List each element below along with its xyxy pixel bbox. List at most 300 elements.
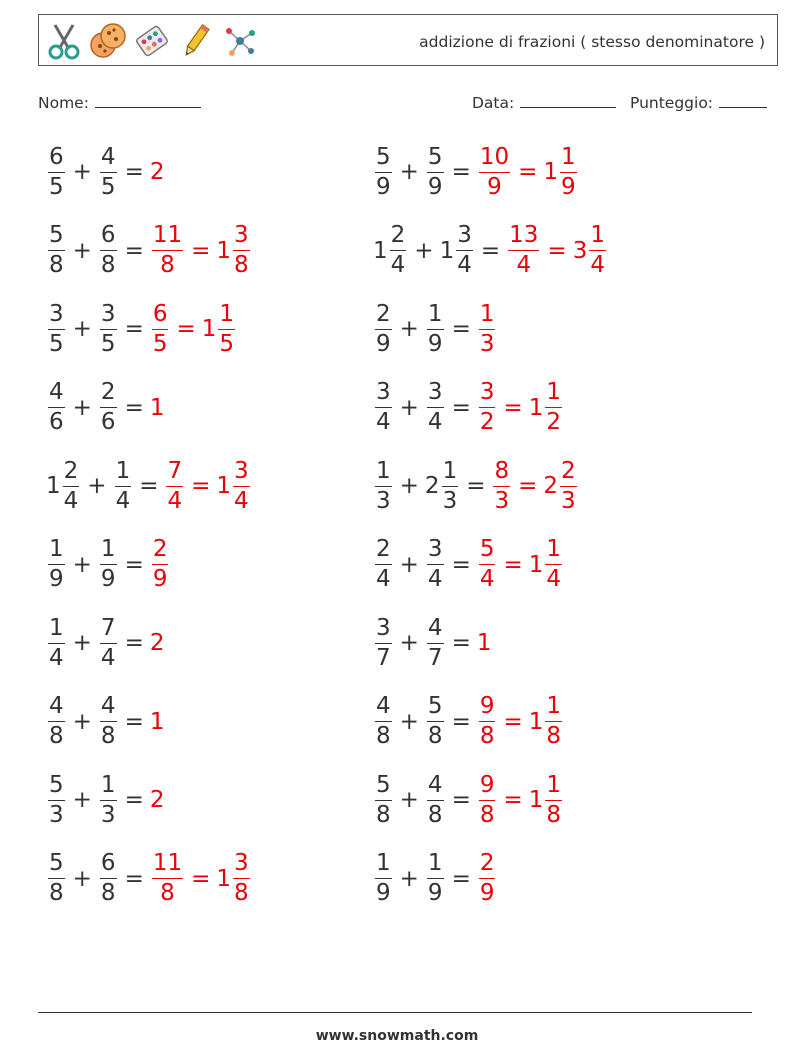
fraction (427, 381, 444, 434)
plus-sign: + (72, 551, 92, 578)
equals-sign: = (480, 237, 501, 264)
fraction (479, 538, 496, 591)
answer (150, 630, 165, 656)
problem-item (46, 770, 164, 830)
numerator: 3 (427, 379, 443, 405)
denominator: 8 (49, 252, 64, 278)
denominator: 8 (100, 723, 116, 749)
numerator: 2 (376, 536, 391, 562)
problem-item (46, 535, 170, 595)
numerator: 1 (546, 693, 562, 719)
answer-term (477, 538, 498, 591)
fraction (375, 852, 392, 905)
fraction (63, 457, 80, 514)
fraction (100, 771, 117, 828)
numerator: 3 (234, 222, 249, 248)
fraction (560, 143, 577, 200)
answer (150, 538, 171, 591)
answer (150, 852, 252, 905)
equals-sign: = (191, 473, 211, 499)
answer-term (150, 538, 171, 591)
denominator: 9 (100, 566, 116, 592)
whole-number: 1 (476, 630, 492, 656)
fraction (545, 695, 562, 748)
equals-sign: = (466, 473, 486, 499)
denominator: 4 (546, 566, 562, 592)
numerator: 1 (427, 850, 443, 876)
fraction (545, 538, 562, 591)
answer-term (477, 630, 492, 656)
addend-2 (113, 457, 134, 514)
fraction (48, 143, 65, 200)
fraction (100, 143, 117, 200)
denominator: 8 (376, 801, 391, 828)
fraction (48, 614, 65, 671)
plus-sign: + (399, 551, 419, 578)
fraction (48, 300, 65, 357)
numerator: 1 (100, 536, 116, 562)
plus-sign: + (399, 787, 419, 813)
addend-2 (440, 224, 475, 277)
answer-term (164, 457, 185, 514)
denominator: 7 (376, 644, 391, 671)
cookie-icon (89, 21, 127, 61)
plus-sign: + (399, 473, 419, 499)
answer-term (477, 300, 498, 357)
plus-sign: + (399, 708, 419, 735)
fraction (48, 695, 65, 748)
numerator: 4 (427, 771, 443, 798)
numerator: 6 (100, 222, 116, 248)
problem-item (46, 692, 164, 752)
answer (477, 852, 498, 905)
answer-term (201, 300, 237, 357)
equals-sign: = (547, 237, 567, 264)
whole-number: 1 (216, 237, 232, 264)
equals-sign: = (124, 551, 144, 578)
pencil-icon (177, 21, 215, 61)
denominator: 3 (494, 487, 510, 514)
addend-1 (46, 300, 67, 357)
plus-sign: + (72, 394, 92, 421)
plus-sign: + (72, 787, 92, 813)
numerator: 1 (427, 300, 443, 327)
whole-number: 2 (543, 473, 559, 499)
answer-term (529, 695, 564, 748)
addend-1 (373, 538, 394, 591)
numerator: 3 (479, 379, 495, 405)
plus-sign: + (399, 159, 419, 185)
denominator: 4 (427, 566, 443, 592)
name-label: Nome: (38, 94, 89, 112)
numerator: 6 (49, 143, 64, 170)
equals-sign: = (124, 237, 144, 264)
numerator: 4 (49, 379, 64, 405)
addend-1 (373, 457, 394, 514)
plus-sign: + (87, 473, 107, 499)
denominator: 4 (457, 252, 472, 278)
plus-sign: + (399, 316, 419, 342)
denominator: 8 (234, 252, 249, 278)
addend-2 (98, 852, 119, 905)
addend-1 (373, 695, 394, 748)
fraction (479, 695, 496, 748)
addend-1 (46, 695, 67, 748)
answer (477, 300, 498, 357)
equals-sign: = (451, 865, 471, 892)
numerator: 1 (376, 457, 391, 484)
addend-2 (425, 538, 446, 591)
addend-1 (373, 852, 394, 905)
plus-sign: + (72, 865, 92, 892)
answer-term (216, 457, 251, 514)
numerator: 2 (63, 457, 79, 484)
numerator: 5 (427, 143, 443, 170)
fraction (427, 771, 444, 828)
whole-number: 1 (46, 473, 61, 499)
fraction (427, 143, 444, 200)
numerator: 1 (479, 300, 495, 327)
fraction (589, 224, 606, 277)
problem-item (373, 221, 608, 281)
denominator: 9 (427, 330, 443, 357)
answer-term (543, 457, 578, 514)
fraction (100, 300, 117, 357)
numerator: 6 (100, 850, 116, 876)
answer-term (216, 852, 251, 905)
problem-item (373, 770, 564, 830)
fraction (479, 381, 496, 434)
fraction (479, 852, 496, 905)
score-label: Punteggio: (630, 94, 714, 112)
fraction (100, 852, 117, 905)
fraction (152, 852, 183, 905)
answer-term (150, 852, 185, 905)
numerator: 1 (100, 771, 116, 798)
denominator: 4 (376, 409, 391, 435)
answer (150, 709, 165, 735)
addend-2 (98, 300, 119, 357)
whole-number: 1 (149, 394, 165, 421)
fraction (166, 457, 183, 514)
addend-1 (373, 614, 394, 671)
problem-item (373, 613, 491, 673)
answer (164, 457, 251, 514)
equals-sign: = (518, 473, 538, 499)
denominator: 8 (479, 723, 495, 749)
numerator: 1 (376, 850, 391, 876)
addend-1 (46, 381, 67, 434)
fraction (100, 695, 117, 748)
numerator: 7 (100, 614, 116, 641)
numerator: 4 (100, 143, 116, 170)
whole-number: 3 (572, 237, 588, 264)
numerator: 3 (457, 222, 472, 248)
answer-term (477, 852, 498, 905)
answer (150, 787, 165, 813)
plus-sign: + (72, 316, 92, 342)
fraction (560, 457, 577, 514)
addend-2 (425, 852, 446, 905)
numerator: 3 (49, 300, 64, 327)
answer-term (150, 395, 165, 421)
whole-number: 1 (528, 708, 544, 735)
answer-term (150, 630, 165, 656)
fraction (100, 538, 117, 591)
fraction (375, 614, 392, 671)
equals-sign: = (503, 708, 523, 735)
numerator: 1 (49, 614, 64, 641)
paint-palette-icon (133, 21, 171, 61)
numerator: 8 (494, 457, 510, 484)
denominator: 4 (100, 644, 116, 671)
whole-number: 2 (149, 159, 165, 185)
denominator: 6 (100, 409, 116, 435)
fraction (427, 852, 444, 905)
denominator: 8 (100, 252, 116, 278)
equals-sign: = (139, 473, 159, 499)
fraction (375, 771, 392, 828)
problem-item (46, 142, 164, 202)
plus-sign: + (399, 630, 419, 656)
problem-item (373, 299, 497, 359)
problem-item (373, 692, 564, 752)
footer-url: www.snowmath.com (315, 1028, 479, 1044)
numerator: 5 (427, 693, 443, 719)
fraction (375, 381, 392, 434)
equals-sign: = (124, 865, 144, 892)
answer-term (529, 538, 564, 591)
addend-2 (425, 143, 446, 200)
denominator: 2 (479, 409, 495, 435)
numerator: 10 (479, 143, 510, 170)
name-blank[interactable] (95, 93, 201, 108)
denominator: 4 (590, 252, 605, 278)
fraction (375, 143, 392, 200)
answer (150, 300, 237, 357)
denominator: 3 (442, 487, 458, 514)
whole-number: 1 (373, 237, 388, 264)
addend-2 (98, 224, 119, 277)
denominator: 8 (100, 880, 116, 906)
whole-number: 2 (149, 787, 165, 813)
score-blank[interactable] (719, 93, 767, 108)
numerator: 1 (546, 379, 562, 405)
denominator: 4 (516, 252, 532, 278)
fraction (427, 300, 444, 357)
denominator: 3 (479, 330, 495, 357)
answer (477, 143, 579, 200)
answer (150, 395, 165, 421)
numerator: 2 (479, 850, 495, 876)
fraction (479, 143, 510, 200)
fraction (390, 224, 407, 277)
fraction (100, 381, 117, 434)
answer (477, 771, 564, 828)
numerator: 1 (49, 536, 64, 562)
answer (491, 457, 578, 514)
denominator: 3 (376, 487, 391, 514)
numerator: 3 (376, 614, 391, 641)
answer-term (477, 381, 498, 434)
equals-sign: = (124, 787, 144, 813)
problem-item (373, 849, 497, 909)
plus-sign: + (399, 865, 419, 892)
addend-1 (46, 143, 67, 200)
denominator: 8 (427, 723, 443, 749)
denominator: 5 (100, 330, 116, 357)
denominator: 5 (49, 330, 64, 357)
answer-term (573, 224, 608, 277)
problem-item (373, 535, 564, 595)
numerator: 4 (100, 693, 116, 719)
fraction (427, 695, 444, 748)
denominator: 9 (152, 566, 168, 592)
numerator: 2 (100, 379, 116, 405)
addend-2 (425, 381, 446, 434)
addend-1 (373, 143, 394, 200)
fraction (479, 771, 496, 828)
equals-sign: = (451, 551, 471, 578)
fraction (100, 614, 117, 671)
equals-sign: = (503, 787, 523, 813)
denominator: 3 (561, 487, 576, 514)
problem-item (373, 142, 579, 202)
answer-term (150, 159, 165, 185)
denominator: 3 (100, 801, 116, 828)
numerator: 2 (152, 536, 168, 562)
answer-term (477, 695, 498, 748)
denominator: 5 (100, 173, 116, 200)
numerator: 5 (49, 850, 64, 876)
numerator: 1 (115, 457, 131, 484)
numerator: 1 (546, 536, 562, 562)
problem-item (46, 456, 252, 516)
problem-item (46, 613, 164, 673)
equals-sign: = (451, 630, 471, 656)
date-field (472, 93, 616, 112)
fraction (115, 457, 132, 514)
fraction (375, 538, 392, 591)
denominator: 9 (561, 173, 576, 200)
fraction (456, 224, 473, 277)
fraction (479, 300, 496, 357)
addend-2 (98, 538, 119, 591)
whole-number: 2 (424, 473, 440, 499)
addend-1 (373, 224, 408, 277)
numerator: 11 (152, 222, 183, 248)
problem-item (46, 378, 164, 438)
whole-number: 1 (439, 237, 455, 264)
date-label: Data: (472, 94, 515, 112)
denominator: 8 (234, 880, 249, 906)
answer-term (491, 457, 512, 514)
addend-2 (425, 300, 446, 357)
whole-number: 1 (543, 159, 559, 185)
denominator: 4 (479, 566, 495, 592)
plus-sign: + (72, 159, 92, 185)
numerator: 11 (152, 850, 183, 876)
fraction (233, 457, 250, 514)
answer-term (477, 771, 498, 828)
fraction (48, 852, 65, 905)
answer-term (529, 381, 564, 434)
equals-sign: = (191, 237, 211, 264)
equals-sign: = (451, 159, 471, 185)
numerator: 1 (590, 222, 605, 248)
denominator: 3 (49, 801, 64, 828)
numerator: 3 (376, 379, 391, 405)
numerator: 5 (479, 536, 495, 562)
fraction (375, 457, 392, 514)
denominator: 4 (234, 487, 249, 514)
denominator: 9 (376, 880, 391, 906)
numerator: 3 (100, 300, 116, 327)
denominator: 4 (63, 487, 79, 514)
fraction (427, 614, 444, 671)
numerator: 6 (152, 300, 168, 327)
denominator: 8 (546, 801, 562, 828)
answer-term (150, 787, 165, 813)
addend-1 (46, 538, 67, 591)
answer (477, 695, 564, 748)
whole-number: 1 (528, 394, 544, 421)
denominator: 8 (546, 723, 562, 749)
whole-number: 1 (216, 865, 232, 892)
problem-item (46, 299, 237, 359)
denominator: 4 (115, 487, 131, 514)
denominator: 8 (160, 880, 175, 906)
fraction (427, 538, 444, 591)
equals-sign: = (124, 316, 144, 342)
answer-term (543, 143, 578, 200)
addend-1 (46, 224, 67, 277)
numerator: 5 (376, 143, 391, 170)
numerator: 5 (376, 771, 391, 798)
fraction (100, 224, 117, 277)
addend-1 (46, 771, 67, 828)
numerator: 5 (49, 222, 64, 248)
header-icons (45, 21, 259, 61)
equals-sign: = (191, 865, 211, 892)
answer-term (506, 224, 541, 277)
denominator: 9 (427, 173, 443, 200)
fraction (152, 300, 169, 357)
plus-sign: + (72, 630, 92, 656)
fraction (48, 771, 65, 828)
fraction (48, 224, 65, 277)
molecule-icon (221, 21, 259, 61)
addend-1 (46, 614, 67, 671)
equals-sign: = (451, 708, 471, 735)
equals-sign: = (124, 159, 144, 185)
numerator: 4 (427, 614, 443, 641)
fraction (545, 381, 562, 434)
answer (150, 224, 252, 277)
worksheet-title: addizione di frazioni ( stesso denominatore ) (419, 33, 765, 51)
whole-number: 2 (149, 630, 165, 656)
denominator: 6 (49, 409, 64, 435)
answer-term (477, 143, 512, 200)
whole-number: 1 (201, 316, 217, 342)
numerator: 1 (546, 771, 562, 798)
denominator: 5 (152, 330, 168, 357)
date-blank[interactable] (520, 93, 616, 108)
fraction (152, 224, 183, 277)
answer (477, 538, 564, 591)
problem-item (373, 456, 579, 516)
problem-item (46, 849, 252, 909)
